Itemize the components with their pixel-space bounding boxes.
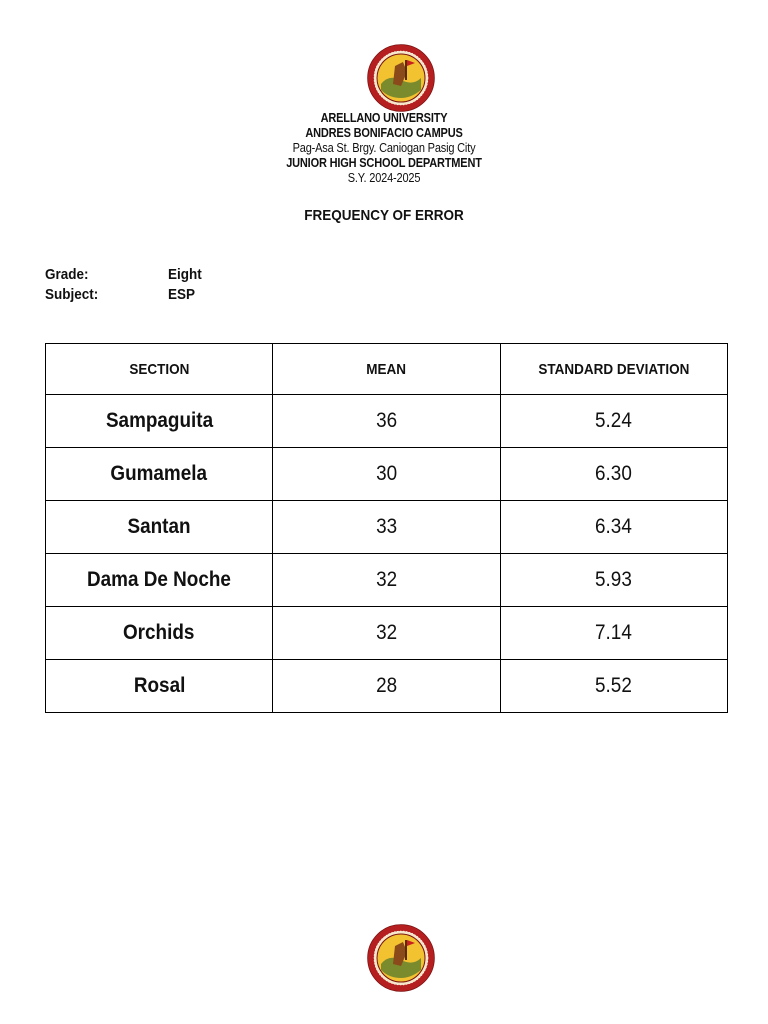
header-mean: MEAN: [273, 344, 500, 395]
header-standard-deviation: STANDARD DEVIATION: [500, 344, 727, 395]
class-info: [45, 265, 206, 305]
frequency-table: [45, 343, 728, 713]
section-cell: Rosal: [46, 660, 273, 713]
table-row: [46, 448, 728, 501]
header-section: SECTION: [46, 344, 273, 395]
section-cell: Orchids: [46, 607, 273, 660]
university-seal-top: [367, 44, 435, 112]
department-name: JUNIOR HIGH SCHOOL DEPARTMENT: [286, 156, 482, 170]
table-row: [46, 501, 728, 554]
document-title: FREQUENCY OF ERROR: [304, 207, 464, 224]
mean-cell: 36: [273, 395, 500, 448]
section-cell: Gumamela: [46, 448, 273, 501]
section-cell: Dama De Noche: [46, 554, 273, 607]
school-year: S.Y. 2024-2025: [347, 171, 421, 185]
mean-cell: 32: [273, 554, 500, 607]
seal-icon: [367, 924, 435, 992]
subject-label: Subject:: [45, 286, 99, 303]
subject-value: ESP: [168, 286, 196, 303]
letterhead: [0, 111, 768, 186]
sd-cell: 6.34: [500, 501, 727, 554]
mean-cell: 28: [273, 660, 500, 713]
table-row: [46, 660, 728, 713]
table-row: [46, 607, 728, 660]
table-row: [46, 395, 728, 448]
sd-cell: 5.93: [500, 554, 727, 607]
sd-cell: 7.14: [500, 607, 727, 660]
grade-value: Eight: [168, 266, 202, 283]
university-name: ARELLANO UNIVERSITY: [320, 111, 448, 125]
grade-label: Grade:: [45, 266, 89, 283]
university-seal-bottom: [367, 924, 435, 992]
campus-address: Pag-Asa St. Brgy. Caniogan Pasig City: [292, 141, 476, 155]
subject-row: [45, 285, 206, 305]
sd-cell: 5.24: [500, 395, 727, 448]
sd-cell: 6.30: [500, 448, 727, 501]
grade-row: [45, 265, 206, 285]
mean-cell: 33: [273, 501, 500, 554]
mean-cell: 30: [273, 448, 500, 501]
campus-name: ANDRES BONIFACIO CAMPUS: [305, 126, 463, 140]
table-row: [46, 554, 728, 607]
seal-icon: [367, 44, 435, 112]
table-header-row: [46, 344, 728, 395]
section-cell: Sampaguita: [46, 395, 273, 448]
sd-cell: 5.52: [500, 660, 727, 713]
mean-cell: 32: [273, 607, 500, 660]
section-cell: Santan: [46, 501, 273, 554]
